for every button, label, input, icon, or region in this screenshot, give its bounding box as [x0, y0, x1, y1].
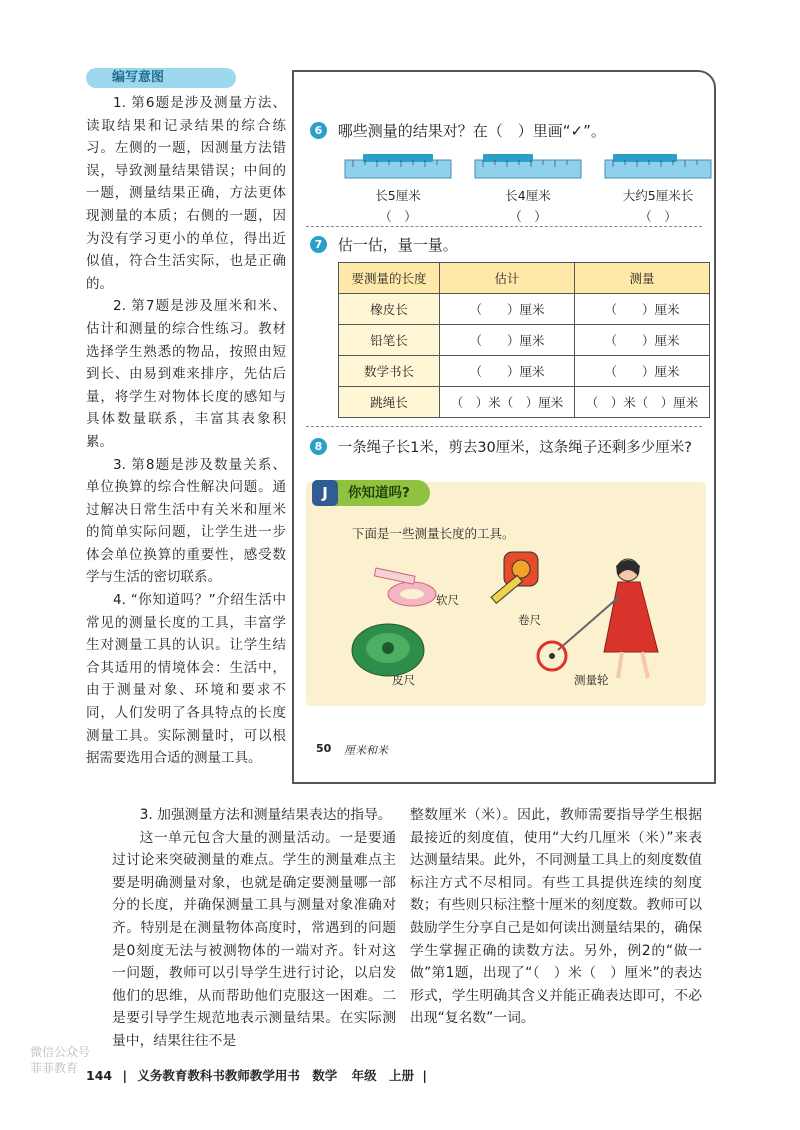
table-header-row [339, 263, 710, 294]
ruler-caption-1: 长5厘米 [375, 188, 421, 203]
annotation-paragraph-3: 3. 第8题是涉及数量关系、单位换算的综合性解决问题。通过解决日常生活中有关米和厘米的简单实际问题，让学生进一步体会单位换算的重要性，感受数学与生活的密切联系。 [86, 456, 286, 586]
table-cell-estimate[interactable]: （ ）厘米 [440, 356, 575, 387]
subject: 数学 [312, 1068, 338, 1083]
table-cell-estimate[interactable]: （ ）厘米 [440, 294, 575, 325]
question-8-text: 一条绳子长1米，剪去30厘米，这条绳子还剩多少厘米? [337, 440, 692, 456]
did-you-know-icon: J [312, 480, 338, 506]
question-6-number: 6 [310, 122, 327, 139]
grade: 年级 [351, 1068, 377, 1083]
volume: 上册 [389, 1068, 415, 1083]
table-cell-estimate[interactable]: （ ）米（ ）厘米 [440, 387, 575, 418]
table-row [339, 387, 710, 418]
did-you-know-intro: 下面是一些测量长度的工具。 [352, 526, 515, 541]
book-title: 义务教育教科书教师教学用书 [137, 1068, 300, 1083]
question-6 [310, 120, 606, 141]
divider [306, 426, 702, 427]
body-paragraph-continued: 整数厘米（米）。因此，教师需要指导学生根据最接近的刻度值，使用“大约几厘米（米）”来表达测量结果。此外，不同测量工具上的刻度数值标注方式不尽相同。有些工具提供连续的刻度数；有些则只标注整十厘米的刻度数。教师可以鼓励学生分享自己是如何读出测量结果的，确保学生掌握正确的读数方法。另外，例2的“做一做”第1题，出现了“（ ）米（ ）厘米”的表达形式，学生明确其含义并能正确表达即可，不必出现“复名数”一词。 [410, 807, 702, 1027]
table-header: 要测量的长度 [339, 263, 440, 294]
watermark-line-1: 微信公众号 [30, 1045, 91, 1059]
did-you-know-title: 你知道吗? [312, 480, 430, 506]
ruler-illustration-3 [603, 150, 713, 182]
question-7 [310, 234, 458, 255]
ruler-illustration-2 [473, 150, 583, 182]
table-row [339, 325, 710, 356]
ruler-caption-3: 大约5厘米长 [622, 188, 694, 203]
annotation-paragraph-2: 2. 第7题是涉及厘米和米、估计和测量的综合性练习。教材选择学生熟悉的物品，按照由短到长、由易到难来排序，先估后量，将学生对物体长度的感知与具体数量联系，丰富其表象积累。 [86, 298, 286, 450]
table-cell-measure[interactable]: （ ）厘米 [575, 294, 710, 325]
ruler-figure-1 [338, 150, 458, 225]
leather-tape-icon [346, 614, 436, 684]
table-header: 估计 [440, 263, 575, 294]
table-cell-item: 铅笔长 [339, 325, 440, 356]
body-heading: 3. 加强测量方法和测量结果表达的指导。 [139, 807, 392, 823]
table-cell-measure[interactable]: （ ）厘米 [575, 356, 710, 387]
tool-label-leather-tape: 皮尺 [392, 673, 415, 687]
ruler-answer-1: （ ） [379, 209, 417, 224]
ruler-illustration-1 [343, 150, 453, 182]
textbook-unit-title: 厘米和米 [344, 744, 388, 757]
watermark-line-2: 菲菲教育 [30, 1061, 79, 1075]
question-6-text: 哪些测量的结果对？在（ ）里画“✓”。 [337, 122, 606, 140]
question-7-number: 7 [310, 236, 327, 253]
table-cell-item: 跳绳长 [339, 387, 440, 418]
ruler-figure-2 [468, 150, 588, 225]
table-cell-item: 数学书长 [339, 356, 440, 387]
question-8 [310, 436, 692, 457]
annotation-paragraph-4: 4. “你知道吗？”介绍生活中常见的测量长度的工具，丰富学生对测量工具的认识。让学生结合其适用的情境体会：生活中，由于测量对象、环境和要求不同，人们发明了各具特点的长度测量工具。实际测量时，可以根据需要选用合适的测量工具。 [86, 592, 286, 767]
page-footer: 144 | 义务教育教科书教师教学用书 数学 年级 上册 | [86, 1068, 427, 1083]
ruler-answer-2: （ ） [509, 209, 547, 224]
divider [306, 226, 702, 227]
question-7-text: 估一估，量一量。 [337, 236, 458, 254]
tool-label-measuring-wheel: 测量轮 [574, 673, 609, 687]
ruler-figure-3 [598, 150, 718, 225]
page-number: 144 [86, 1068, 113, 1083]
table-cell-estimate[interactable]: （ ）厘米 [440, 325, 575, 356]
tool-label-tape-measure: 卷尺 [518, 613, 541, 627]
ruler-caption-2: 长4厘米 [505, 188, 551, 203]
tool-label-soft-ruler: 软尺 [436, 593, 459, 607]
soft-ruler-icon [370, 560, 440, 610]
body-paragraph: 这一单元包含大量的测量活动。一是要通过讨论来突破测量的难点。学生的测量难点主要是明确测量对象，也就是确定要测量哪一部分的长度，并确保测量工具与测量对象准确对齐。特别是在测量物体高度时，常遇到的问题是0刻度无法与被测物体的一端对齐。针对这一问题，教师可以引导学生进行讨论，以启发他们的思维，从而帮助他们克服这一困难。二是要引导学生规范地表示测量结果。在实际测量中，结果往往不是 [112, 829, 396, 1049]
table-row [339, 356, 710, 387]
annotation-tag: 编写意图 [86, 68, 236, 88]
table-cell-item: 橡皮长 [339, 294, 440, 325]
body-left-column [112, 804, 396, 1053]
table-cell-measure[interactable]: （ ）厘米 [575, 325, 710, 356]
girl-with-wheel-icon [530, 556, 680, 686]
table-header: 测量 [575, 263, 710, 294]
body-right-column [410, 804, 702, 1030]
annotation-column [86, 92, 286, 770]
ruler-answer-3: （ ） [639, 209, 677, 224]
estimate-measure-table [338, 262, 710, 418]
textbook-page-number: 50 [316, 742, 332, 755]
table-row [339, 294, 710, 325]
question-8-number: 8 [310, 438, 327, 455]
annotation-paragraph-1: 1. 第6题是涉及测量方法、读取结果和记录结果的综合练习。左侧的一题，因测量方法错误，导致测量结果错误；中间的一题，测量结果正确，方法更体现测量的本质；右侧的一题，因为没有学习更小的单位，得出近似值，符合生活实际，也是正确的。 [86, 95, 286, 292]
watermark [30, 1044, 90, 1076]
table-cell-measure[interactable]: （ ）米（ ）厘米 [575, 387, 710, 418]
